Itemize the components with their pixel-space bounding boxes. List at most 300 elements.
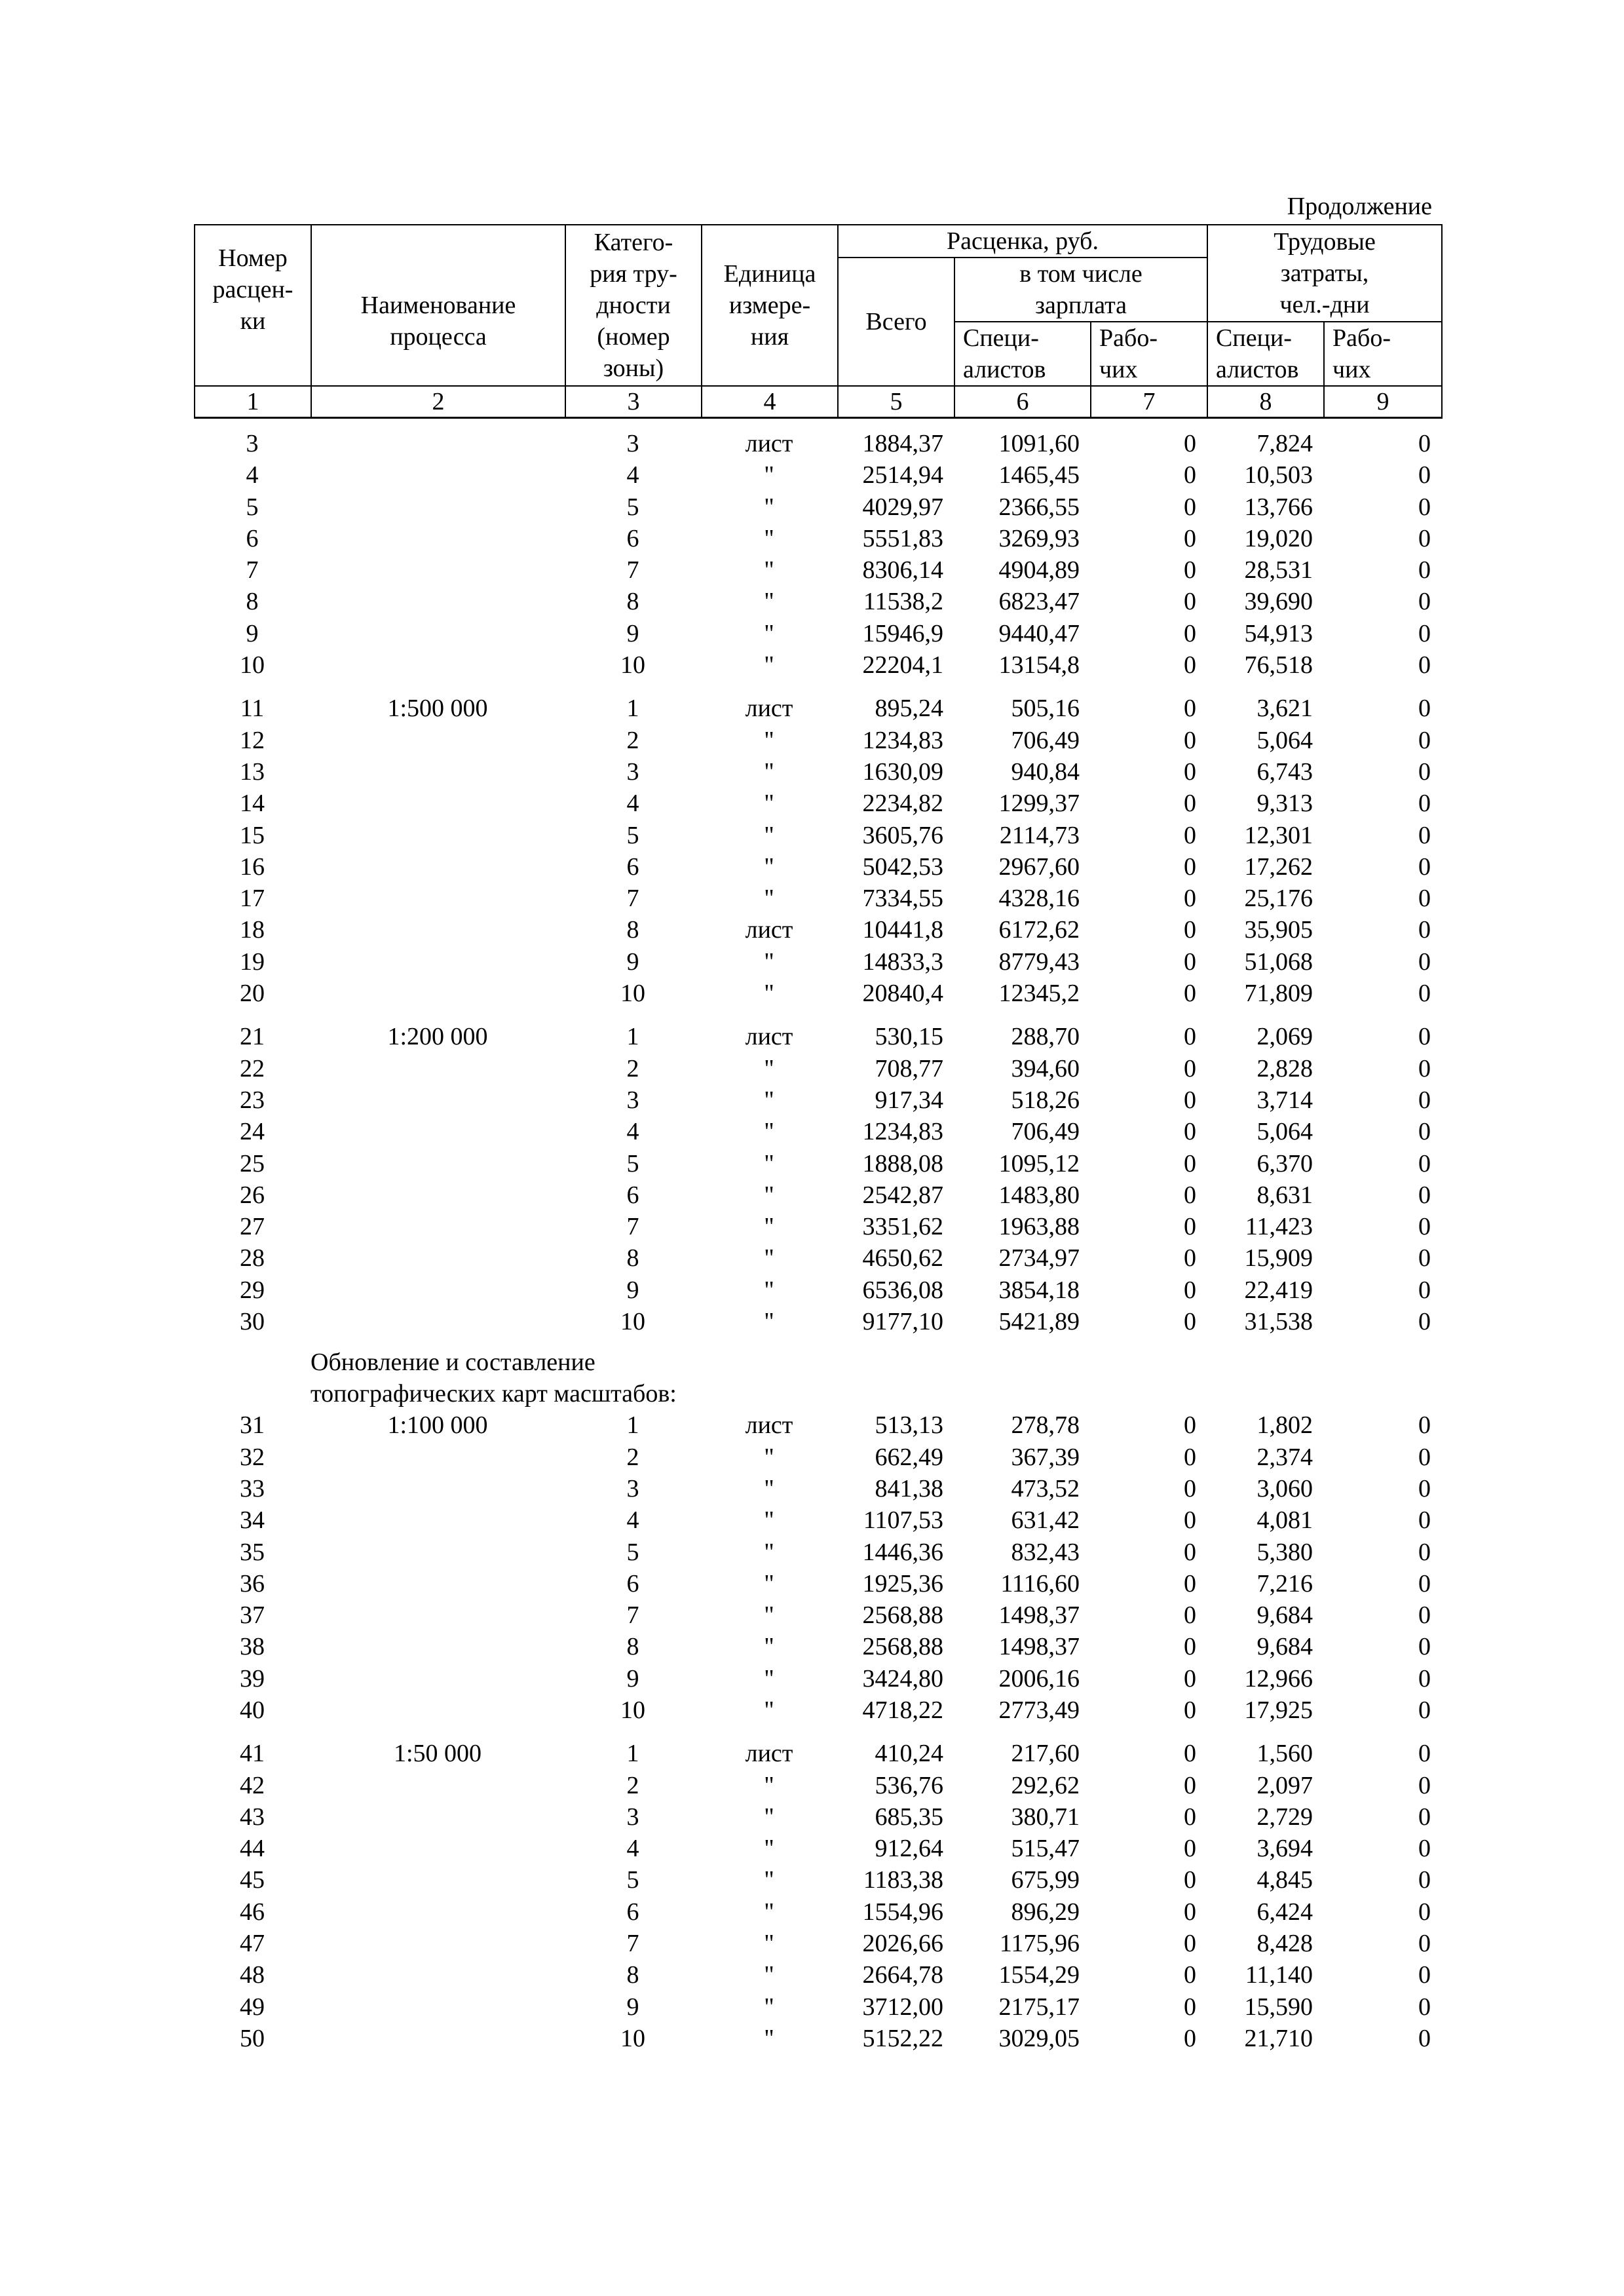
rates-table-body — [194, 428, 1441, 2054]
salary-workers-cell: 0 — [1184, 916, 1196, 944]
salary-specialists-cell: 675,99 — [1011, 1866, 1080, 1894]
price-total-cell: 22204,1 — [862, 651, 943, 679]
unit-cell: " — [764, 757, 774, 786]
rate-number-cell: 40 — [240, 1696, 265, 1724]
rate-number-cell: 8 — [246, 588, 259, 616]
salary-workers-cell: 0 — [1184, 757, 1196, 786]
unit-cell: " — [764, 1771, 774, 1799]
labor-workers-cell: 0 — [1418, 1740, 1431, 1768]
labor-specialists-cell: 3,060 — [1256, 1474, 1313, 1502]
salary-specialists-cell: 4904,89 — [998, 556, 1080, 584]
process-name-cell — [311, 1211, 565, 1242]
labor-workers-cell: 0 — [1418, 1411, 1431, 1440]
rate-number-cell: 20 — [240, 980, 265, 1008]
labor-specialists-cell: 17,925 — [1244, 1696, 1313, 1724]
rate-number-cell: 31 — [240, 1411, 265, 1440]
salary-workers-cell: 0 — [1184, 1023, 1196, 1051]
labor-workers-cell: 0 — [1418, 1569, 1431, 1598]
labor-specialists-cell: 1,560 — [1256, 1740, 1313, 1768]
category-cell: 10 — [620, 1308, 645, 1336]
header-category: Катего- рия тру- дности (номер зоны) — [565, 225, 702, 386]
table-row — [194, 1053, 1441, 1084]
salary-specialists-cell: 896,29 — [1011, 1898, 1080, 1926]
process-name-cell — [311, 978, 565, 1009]
labor-workers-cell: 0 — [1418, 1866, 1431, 1894]
salary-workers-cell: 0 — [1184, 695, 1196, 723]
process-name-cell — [311, 1864, 565, 1896]
unit-cell: " — [764, 1898, 774, 1926]
salary-specialists-cell: 9440,47 — [998, 619, 1080, 647]
labor-workers-cell: 0 — [1418, 619, 1431, 647]
category-cell: 10 — [620, 980, 645, 1008]
rate-number-cell: 33 — [240, 1474, 265, 1502]
column-number: 8 — [1207, 386, 1324, 418]
salary-specialists-cell: 278,78 — [1011, 1411, 1080, 1440]
labor-workers-cell: 0 — [1418, 790, 1431, 818]
unit-cell: " — [764, 1118, 774, 1146]
category-cell: 1 — [626, 1411, 639, 1440]
process-name-cell: 1:500 000 — [387, 695, 488, 723]
price-total-cell: 3424,80 — [862, 1664, 943, 1693]
labor-workers-cell: 0 — [1418, 1023, 1431, 1051]
table-row — [194, 586, 1441, 617]
salary-specialists-cell: 1299,37 — [998, 790, 1080, 818]
labor-specialists-cell: 2,097 — [1256, 1771, 1313, 1799]
unit-cell: " — [764, 588, 774, 616]
process-name-cell — [311, 1663, 565, 1694]
price-total-cell: 662,49 — [875, 1443, 943, 1471]
labor-workers-cell: 0 — [1418, 461, 1431, 489]
rate-number-cell: 23 — [240, 1086, 265, 1114]
table-row — [194, 1568, 1441, 1599]
price-total-cell: 2234,82 — [862, 790, 943, 818]
column-number: 6 — [954, 386, 1091, 418]
rate-number-cell: 3 — [246, 430, 259, 457]
labor-specialists-cell: 51,068 — [1244, 947, 1313, 976]
salary-workers-cell: 0 — [1184, 885, 1196, 913]
price-total-cell: 2568,88 — [862, 1601, 943, 1630]
category-cell: 4 — [626, 461, 639, 489]
process-name-cell — [311, 1631, 565, 1662]
salary-workers-cell: 0 — [1184, 1866, 1196, 1894]
price-total-cell: 1446,36 — [862, 1538, 943, 1566]
unit-cell: " — [764, 493, 774, 521]
labor-workers-cell: 0 — [1418, 430, 1431, 457]
salary-specialists-cell: 6823,47 — [998, 588, 1080, 616]
category-cell: 9 — [626, 1276, 639, 1304]
rate-number-cell: 43 — [240, 1803, 265, 1831]
process-name-cell — [311, 586, 565, 617]
unit-cell: лист — [745, 1740, 793, 1768]
salary-specialists-cell: 2773,49 — [998, 1696, 1080, 1724]
table-row — [194, 1306, 1441, 1337]
price-total-cell: 685,35 — [875, 1803, 943, 1831]
price-total-cell: 5152,22 — [862, 2024, 943, 2052]
labor-specialists-cell: 10,503 — [1244, 461, 1313, 489]
labor-specialists-cell: 31,538 — [1244, 1308, 1313, 1336]
price-total-cell: 708,77 — [875, 1054, 943, 1082]
header-salary-workers: Рабо- чих — [1091, 322, 1207, 386]
labor-workers-cell: 0 — [1418, 852, 1431, 881]
salary-workers-cell: 0 — [1184, 1054, 1196, 1082]
salary-workers-cell: 0 — [1184, 524, 1196, 552]
labor-specialists-cell: 5,064 — [1256, 1118, 1313, 1146]
process-name-cell — [311, 725, 565, 756]
unit-cell: " — [764, 1149, 774, 1177]
rate-number-cell: 11 — [240, 695, 265, 723]
table-row — [194, 1409, 1441, 1441]
salary-specialists-cell: 4328,16 — [998, 885, 1080, 913]
unit-cell: " — [764, 1803, 774, 1831]
labor-specialists-cell: 5,380 — [1256, 1538, 1313, 1566]
salary-specialists-cell: 6172,62 — [998, 916, 1080, 944]
rate-number-cell: 5 — [246, 493, 259, 521]
price-total-cell: 3605,76 — [862, 821, 943, 849]
price-total-cell: 1554,96 — [862, 1898, 943, 1926]
labor-specialists-cell: 3,714 — [1256, 1086, 1313, 1114]
process-name-cell — [311, 820, 565, 851]
rate-number-cell: 41 — [240, 1740, 265, 1768]
salary-workers-cell: 0 — [1184, 1149, 1196, 1177]
table-row — [194, 1694, 1441, 1726]
labor-specialists-cell: 7,216 — [1256, 1569, 1313, 1598]
category-cell: 8 — [626, 1244, 639, 1272]
table-row — [194, 1116, 1441, 1147]
column-number: 4 — [702, 386, 838, 418]
rate-number-cell: 42 — [240, 1771, 265, 1799]
salary-workers-cell: 0 — [1184, 1411, 1196, 1440]
salary-specialists-cell: 3269,93 — [998, 524, 1080, 552]
process-name-cell — [311, 1896, 565, 1928]
salary-workers-cell: 0 — [1184, 1181, 1196, 1209]
category-cell: 10 — [620, 1696, 645, 1724]
process-name-cell — [311, 491, 565, 523]
unit-cell: " — [764, 1443, 774, 1471]
salary-specialists-cell: 2175,17 — [998, 1993, 1080, 2021]
process-name-cell — [311, 1568, 565, 1599]
unit-cell: " — [764, 980, 774, 1008]
salary-specialists-cell: 1498,37 — [998, 1633, 1080, 1661]
salary-workers-cell: 0 — [1184, 1740, 1196, 1768]
unit-cell: " — [764, 2024, 774, 2052]
process-name-cell — [311, 1084, 565, 1116]
labor-workers-cell: 0 — [1418, 556, 1431, 584]
category-cell: 3 — [626, 1474, 639, 1502]
labor-workers-cell: 0 — [1418, 493, 1431, 521]
table-row — [194, 1211, 1441, 1242]
unit-cell: " — [764, 1835, 774, 1863]
salary-specialists-cell: 394,60 — [1011, 1054, 1080, 1082]
unit-cell: " — [764, 556, 774, 584]
process-name-cell — [311, 459, 565, 491]
unit-cell: " — [764, 1538, 774, 1566]
price-total-cell: 1107,53 — [863, 1506, 943, 1535]
category-cell: 5 — [626, 1149, 639, 1177]
labor-workers-cell: 0 — [1418, 1696, 1431, 1724]
labor-specialists-cell: 2,069 — [1256, 1023, 1313, 1051]
process-name-cell — [311, 1991, 565, 2023]
table-row — [194, 1663, 1441, 1694]
labor-specialists-cell: 25,176 — [1244, 885, 1313, 913]
rate-number-cell: 34 — [240, 1506, 265, 1535]
table-row — [194, 1801, 1441, 1833]
labor-workers-cell: 0 — [1418, 1443, 1431, 1471]
salary-workers-cell: 0 — [1184, 1086, 1196, 1114]
labor-specialists-cell: 2,828 — [1256, 1054, 1313, 1082]
price-total-cell: 7334,55 — [862, 885, 943, 913]
category-cell: 1 — [626, 1023, 639, 1051]
salary-workers-cell: 0 — [1184, 1696, 1196, 1724]
labor-specialists-cell: 9,313 — [1256, 790, 1313, 818]
salary-specialists-cell: 13154,8 — [998, 651, 1080, 679]
labor-workers-cell: 0 — [1418, 1086, 1431, 1114]
labor-workers-cell: 0 — [1418, 1181, 1431, 1209]
process-name-cell — [311, 1053, 565, 1084]
table-row — [194, 788, 1441, 819]
salary-specialists-cell: 1498,37 — [998, 1601, 1080, 1630]
salary-specialists-cell: 12345,2 — [998, 980, 1080, 1008]
salary-specialists-cell: 706,49 — [1011, 726, 1080, 754]
category-cell: 3 — [626, 1803, 639, 1831]
labor-workers-cell: 0 — [1418, 885, 1431, 913]
table-row — [194, 459, 1441, 491]
process-name-cell — [311, 1928, 565, 1959]
labor-workers-cell: 0 — [1418, 1633, 1431, 1661]
price-total-cell: 3712,00 — [862, 1993, 943, 2021]
salary-workers-cell: 0 — [1184, 726, 1196, 754]
rate-number-cell: 7 — [246, 556, 259, 584]
salary-specialists-cell: 1465,45 — [998, 461, 1080, 489]
table-row — [194, 1833, 1441, 1864]
unit-cell: " — [764, 790, 774, 818]
salary-workers-cell: 0 — [1184, 790, 1196, 818]
category-cell: 3 — [626, 430, 639, 457]
process-name-cell — [311, 1179, 565, 1211]
price-total-cell: 1234,83 — [862, 1118, 943, 1146]
salary-workers-cell: 0 — [1184, 2024, 1196, 2052]
table-row — [194, 1991, 1441, 2023]
unit-cell: " — [764, 726, 774, 754]
salary-workers-cell: 0 — [1184, 1664, 1196, 1693]
labor-specialists-cell: 22,419 — [1244, 1276, 1313, 1304]
price-total-cell: 2568,88 — [862, 1633, 943, 1661]
price-total-cell: 513,13 — [875, 1411, 943, 1440]
rate-number-cell: 21 — [240, 1023, 265, 1051]
process-name-cell — [311, 946, 565, 978]
price-total-cell: 1630,09 — [862, 757, 943, 786]
salary-workers-cell: 0 — [1184, 1961, 1196, 1989]
salary-workers-cell: 0 — [1184, 1993, 1196, 2021]
rate-number-cell: 14 — [240, 790, 265, 818]
salary-specialists-cell: 1963,88 — [998, 1213, 1080, 1241]
rate-number-cell: 28 — [240, 1244, 265, 1272]
salary-workers-cell: 0 — [1184, 1308, 1196, 1336]
labor-workers-cell: 0 — [1418, 1506, 1431, 1535]
unit-cell: " — [764, 651, 774, 679]
category-cell: 7 — [626, 556, 639, 584]
process-name-cell — [311, 788, 565, 819]
table-row — [194, 523, 1441, 554]
rate-number-cell: 4 — [246, 461, 259, 489]
price-total-cell: 917,34 — [875, 1086, 943, 1114]
price-total-cell: 895,24 — [875, 695, 943, 723]
rate-number-cell: 25 — [240, 1149, 265, 1177]
process-name-cell: 1:100 000 — [387, 1411, 488, 1440]
table-row — [194, 1504, 1441, 1536]
header-labor-specialists: Специ- алистов — [1207, 322, 1324, 386]
labor-workers-cell: 0 — [1418, 1149, 1431, 1177]
table-row — [194, 554, 1441, 586]
salary-workers-cell: 0 — [1184, 1835, 1196, 1863]
category-cell: 7 — [626, 1930, 639, 1958]
category-cell: 6 — [626, 1181, 639, 1209]
unit-cell: " — [764, 461, 774, 489]
rate-number-cell: 32 — [240, 1443, 265, 1471]
salary-workers-cell: 0 — [1184, 651, 1196, 679]
category-cell: 5 — [626, 493, 639, 521]
category-cell: 2 — [626, 1054, 639, 1082]
labor-specialists-cell: 15,590 — [1244, 1993, 1313, 2021]
rate-number-cell: 22 — [240, 1054, 265, 1082]
salary-workers-cell: 0 — [1184, 1244, 1196, 1272]
table-header — [194, 224, 1443, 419]
header-total: Всего — [838, 258, 954, 386]
labor-workers-cell: 0 — [1418, 1118, 1431, 1146]
column-number: 7 — [1091, 386, 1207, 418]
price-total-cell: 4029,97 — [862, 493, 943, 521]
category-cell: 7 — [626, 1601, 639, 1630]
table-row — [194, 1179, 1441, 1211]
unit-cell: " — [764, 1086, 774, 1114]
table-row — [194, 1148, 1441, 1179]
labor-specialists-cell: 11,423 — [1245, 1213, 1313, 1241]
unit-cell: " — [764, 1276, 774, 1304]
table-row — [194, 851, 1441, 883]
rate-number-cell: 15 — [240, 821, 265, 849]
rate-number-cell: 47 — [240, 1930, 265, 1958]
labor-specialists-cell: 39,690 — [1244, 588, 1313, 616]
section-note-row — [194, 1337, 1441, 1409]
salary-specialists-cell: 292,62 — [1011, 1771, 1080, 1799]
labor-workers-cell: 0 — [1418, 651, 1431, 679]
salary-workers-cell: 0 — [1184, 1771, 1196, 1799]
salary-specialists-cell: 1483,80 — [998, 1181, 1080, 1209]
unit-cell: лист — [745, 1023, 793, 1051]
labor-specialists-cell: 9,684 — [1256, 1601, 1313, 1630]
column-number: 5 — [838, 386, 954, 418]
category-cell: 9 — [626, 1664, 639, 1693]
price-total-cell: 15946,9 — [862, 619, 943, 647]
labor-specialists-cell: 8,428 — [1256, 1930, 1313, 1958]
labor-workers-cell: 0 — [1418, 695, 1431, 723]
rate-number-cell: 19 — [240, 947, 265, 976]
salary-workers-cell: 0 — [1184, 1803, 1196, 1831]
labor-workers-cell: 0 — [1418, 1276, 1431, 1304]
process-name-cell — [311, 1242, 565, 1274]
rate-number-cell: 50 — [240, 2024, 265, 2052]
salary-specialists-cell: 8779,43 — [998, 947, 1080, 976]
salary-specialists-cell: 367,39 — [1011, 1443, 1080, 1471]
rate-number-cell: 9 — [246, 619, 259, 647]
category-cell: 3 — [626, 757, 639, 786]
price-total-cell: 4718,22 — [862, 1696, 943, 1724]
price-total-cell: 841,38 — [875, 1474, 943, 1502]
price-total-cell: 8306,14 — [862, 556, 943, 584]
labor-workers-cell: 0 — [1418, 1244, 1431, 1272]
unit-cell: " — [764, 524, 774, 552]
salary-specialists-cell: 217,60 — [1011, 1740, 1080, 1768]
labor-workers-cell: 0 — [1418, 524, 1431, 552]
category-cell: 8 — [626, 1961, 639, 1989]
document-page — [194, 190, 1441, 2054]
table-row — [194, 1864, 1441, 1896]
rate-number-cell: 37 — [240, 1601, 265, 1630]
salary-specialists-cell: 473,52 — [1011, 1474, 1080, 1502]
column-number-row — [195, 386, 1442, 418]
process-name-cell — [311, 914, 565, 946]
labor-workers-cell: 0 — [1418, 1930, 1431, 1958]
salary-specialists-cell: 518,26 — [1011, 1086, 1080, 1114]
salary-workers-cell: 0 — [1184, 493, 1196, 521]
salary-workers-cell: 0 — [1184, 1601, 1196, 1630]
salary-specialists-cell: 631,42 — [1011, 1506, 1080, 1535]
table-row — [194, 1770, 1441, 1801]
section-note: Обновление и составление топографических карт масштабов: — [311, 1349, 677, 1408]
header-unit: Единица измере- ния — [702, 225, 838, 386]
salary-specialists-cell: 1091,60 — [998, 430, 1080, 457]
price-total-cell: 1183,38 — [863, 1866, 943, 1894]
salary-specialists-cell: 505,16 — [1011, 695, 1080, 723]
category-cell: 4 — [626, 790, 639, 818]
price-total-cell: 10441,8 — [862, 916, 943, 944]
labor-specialists-cell: 6,424 — [1256, 1898, 1313, 1926]
table-row — [194, 1959, 1441, 1991]
table-row — [194, 1726, 1441, 1769]
price-total-cell: 530,15 — [875, 1023, 943, 1051]
price-total-cell: 410,24 — [875, 1740, 943, 1768]
labor-workers-cell: 0 — [1418, 1664, 1431, 1693]
table-row — [194, 756, 1441, 788]
category-cell: 4 — [626, 1835, 639, 1863]
table-row — [194, 946, 1441, 978]
salary-specialists-cell: 3854,18 — [998, 1276, 1080, 1304]
labor-specialists-cell: 35,905 — [1244, 916, 1313, 944]
table-row — [194, 978, 1441, 1009]
rate-number-cell: 10 — [240, 651, 265, 679]
price-total-cell: 2514,94 — [862, 461, 943, 489]
table-row — [194, 2023, 1441, 2054]
labor-specialists-cell: 19,020 — [1244, 524, 1313, 552]
table-row — [194, 1631, 1441, 1662]
labor-workers-cell: 0 — [1418, 2024, 1431, 2052]
salary-workers-cell: 0 — [1184, 821, 1196, 849]
process-name-cell — [311, 1537, 565, 1568]
salary-specialists-cell: 380,71 — [1011, 1803, 1080, 1831]
process-name-cell — [311, 554, 565, 586]
process-name-cell — [311, 1599, 565, 1631]
process-name-cell — [311, 1473, 565, 1504]
category-cell: 9 — [626, 947, 639, 976]
salary-specialists-cell: 2366,55 — [998, 493, 1080, 521]
category-cell: 2 — [626, 1771, 639, 1799]
labor-workers-cell: 0 — [1418, 1898, 1431, 1926]
table-row — [194, 649, 1441, 681]
labor-specialists-cell: 1,802 — [1256, 1411, 1313, 1440]
table-row — [194, 1242, 1441, 1274]
unit-cell: " — [764, 1993, 774, 2021]
salary-workers-cell: 0 — [1184, 1538, 1196, 1566]
salary-specialists-cell: 515,47 — [1011, 1835, 1080, 1863]
